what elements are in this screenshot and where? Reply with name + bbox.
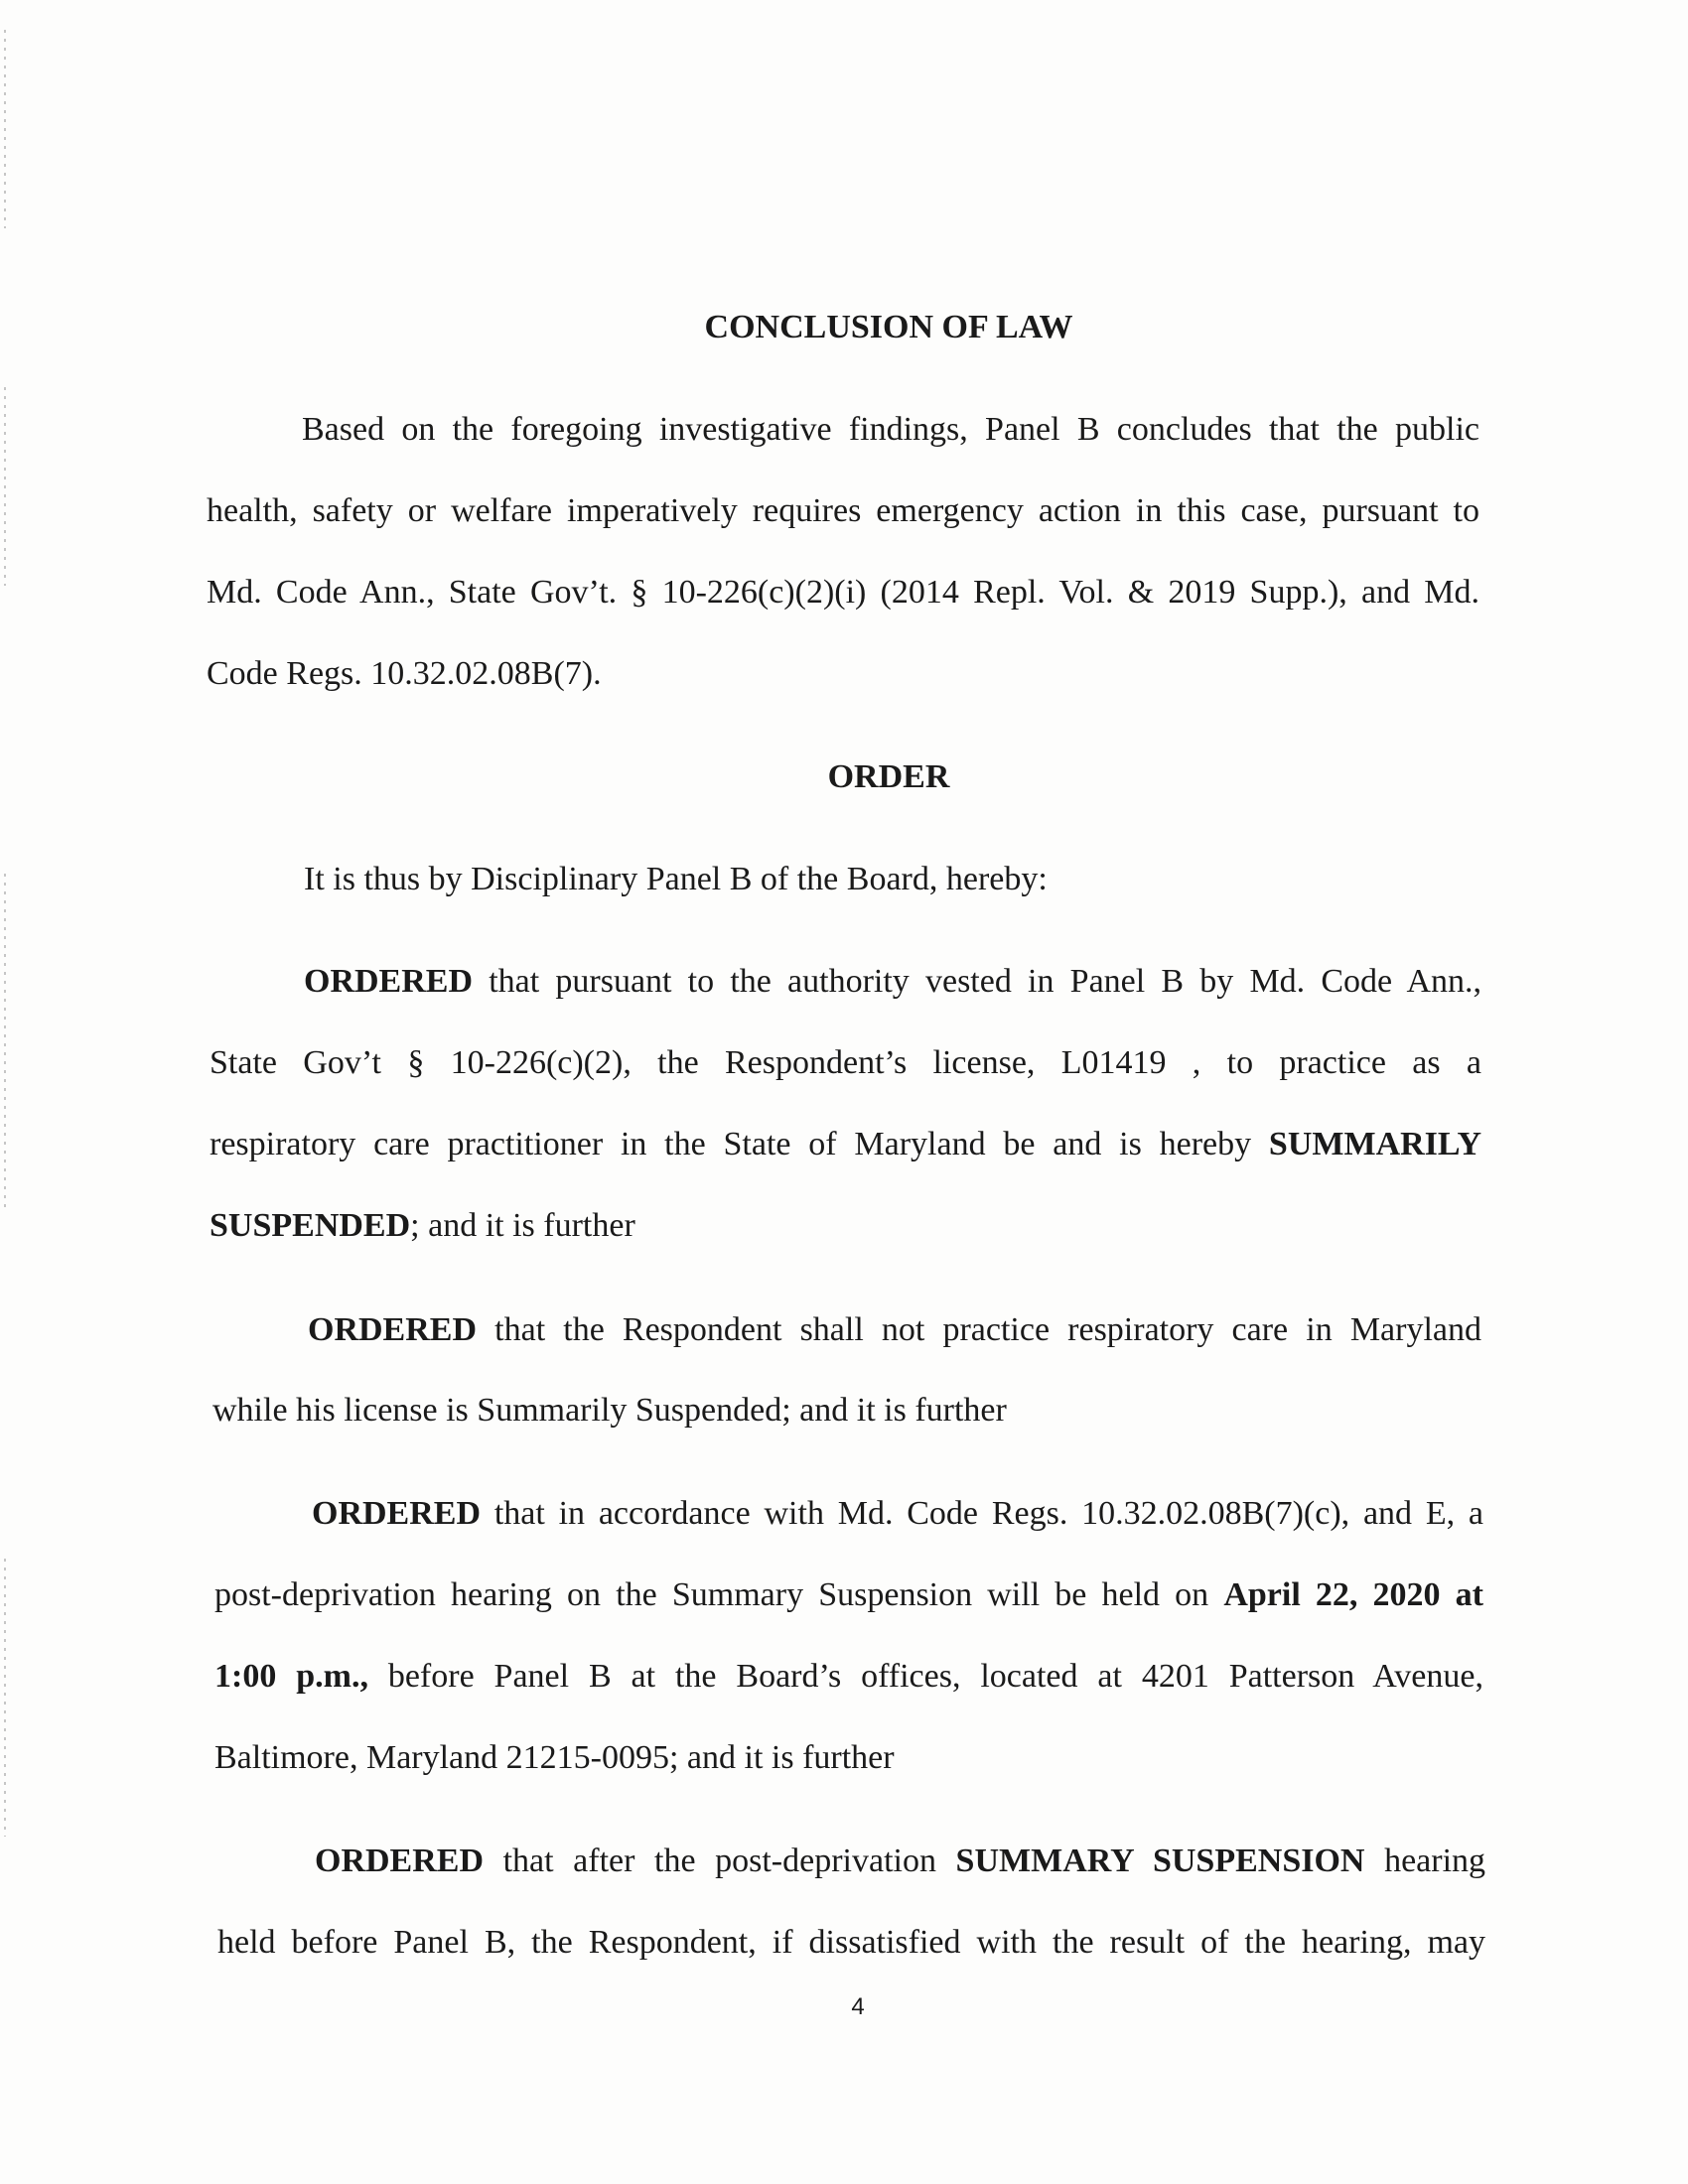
conclusion-line-3: Md. Code Ann., State Gov’t. § 10-226(c)(2)(i) (2014 Repl. Vol. & 2019 Supp.), and Md. xyxy=(207,574,1479,611)
ordered-1-line-3-text: respiratory care practitioner in the State of Maryland be and is hereby xyxy=(210,1126,1252,1162)
hearing-date-bold: April 22, 2020 at xyxy=(1223,1576,1483,1613)
ordered-3-line-1 xyxy=(312,1494,1483,1534)
ordered-3-line-1-text: that in accordance with Md. Code Regs. 10.32.02.08B(7)(c), and E, a xyxy=(493,1495,1483,1532)
ordered-2-line-1 xyxy=(308,1310,1481,1350)
ordered-keyword: ORDERED xyxy=(304,963,474,1000)
conclusion-line-1: Based on the foregoing investigative findings, Panel B concludes that the public xyxy=(302,411,1479,448)
ordered-2-line-2: while his license is Summarily Suspended; and it is further xyxy=(212,1392,1007,1429)
order-intro: It is thus by Disciplinary Panel B of the Board, hereby: xyxy=(304,861,1048,897)
order-heading: ORDER xyxy=(827,758,950,795)
hearing-time-bold: 1:00 p.m., xyxy=(214,1658,368,1695)
summarily-bold: SUMMARILY xyxy=(1268,1126,1482,1162)
ordered-3-line-2-text: post-deprivation hearing on the Summary Suspension will be held on xyxy=(214,1576,1209,1613)
ordered-4-line-2: held before Panel B, the Respondent, if dissatisfied with the result of the hearing, may xyxy=(217,1924,1485,1961)
conclusion-line-2: health, safety or welfare imperatively requires emergency action in this case, pursuant to xyxy=(207,492,1479,529)
conclusion-of-law-heading: CONCLUSION OF LAW xyxy=(704,309,1073,345)
scan-edge-mark xyxy=(4,874,6,1211)
scan-edge-mark xyxy=(4,30,6,228)
ordered-1-line-4-text: ; and it is further xyxy=(410,1207,635,1244)
scan-edge-mark xyxy=(4,387,6,586)
ordered-1-line-3 xyxy=(210,1125,1481,1164)
ordered-keyword: ORDERED xyxy=(315,1843,485,1879)
ordered-4-line-1-end: hearing xyxy=(1384,1843,1486,1879)
ordered-1-line-2: State Gov’t § 10-226(c)(2), the Respondent’s license, L01419 , to practice as a xyxy=(210,1044,1481,1081)
ordered-2-line-1-text: that the Respondent shall not practice respiratory care in Maryland xyxy=(494,1311,1482,1348)
summary-suspension-bold: SUMMARY SUSPENSION xyxy=(955,1843,1365,1879)
suspended-bold: SUSPENDED xyxy=(210,1207,411,1244)
ordered-1-line-4 xyxy=(210,1206,635,1246)
ordered-1-line-1 xyxy=(304,962,1481,1002)
ordered-keyword: ORDERED xyxy=(312,1495,482,1532)
ordered-keyword: ORDERED xyxy=(308,1311,478,1348)
ordered-1-line-1-text: that pursuant to the authority vested in Panel B by Md. Code Ann., xyxy=(489,963,1482,1000)
ordered-3-line-3-text: before Panel B at the Board’s offices, located at 4201 Patterson Avenue, xyxy=(387,1658,1483,1695)
scan-edge-mark xyxy=(4,1559,6,1837)
conclusion-line-4: Code Regs. 10.32.02.08B(7). xyxy=(207,655,602,692)
ordered-3-line-2 xyxy=(214,1575,1483,1615)
ordered-4-line-1-text: that after the post-deprivation xyxy=(502,1843,936,1879)
ordered-3-line-3 xyxy=(214,1657,1483,1697)
ordered-4-line-1 xyxy=(315,1842,1485,1881)
page-number: 4 xyxy=(851,1993,865,2020)
ordered-3-line-4: Baltimore, Maryland 21215-0095; and it is further xyxy=(214,1739,895,1776)
